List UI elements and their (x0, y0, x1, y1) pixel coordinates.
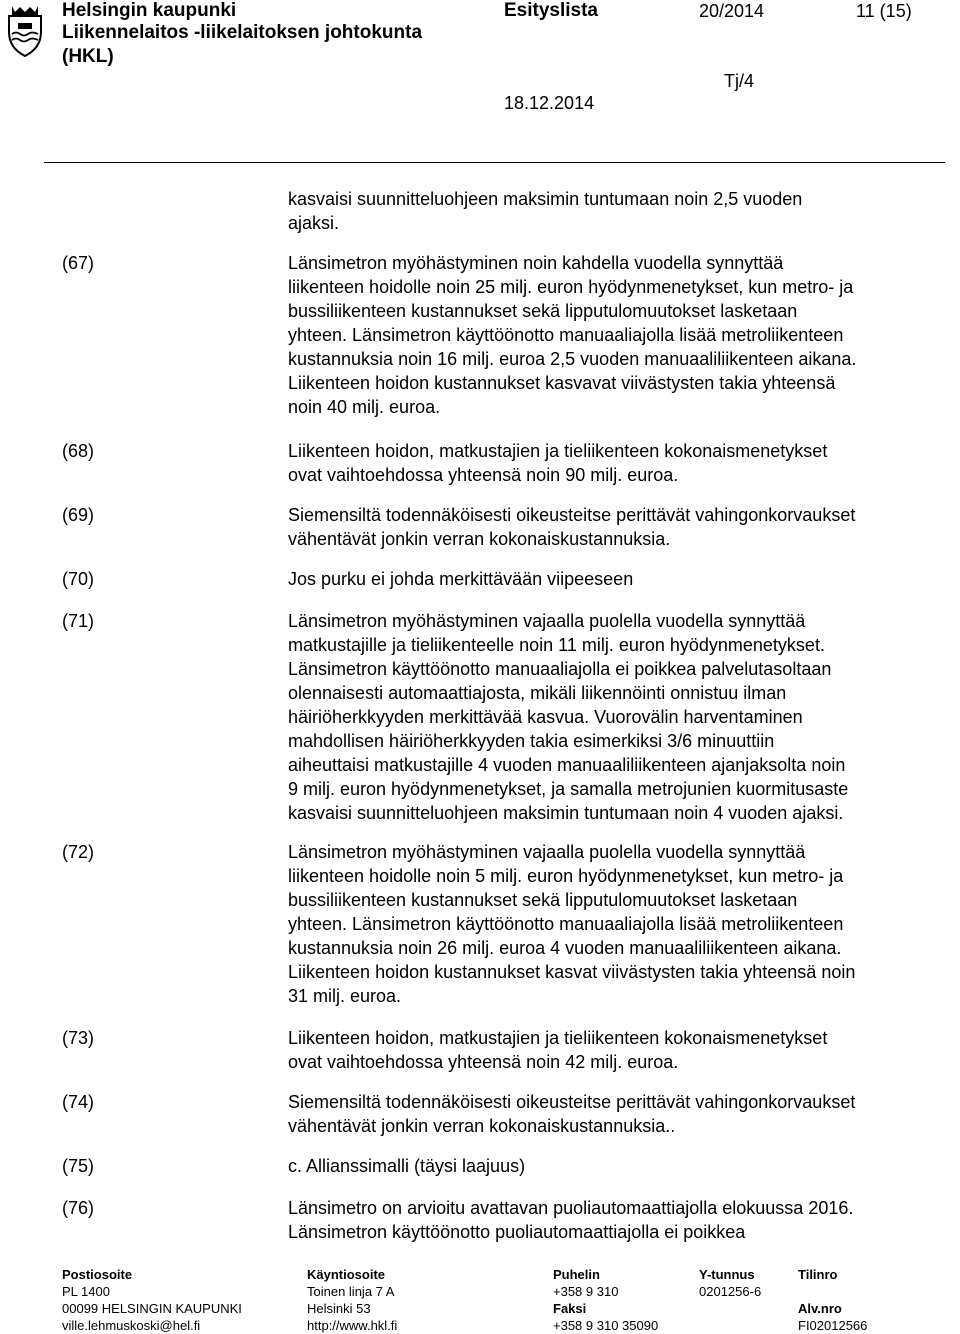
text-line: matkustajille ja tieliikenteelle noin 11 milj. euron hyödynmenetykset. (288, 635, 825, 655)
text-line: vähentävät jonkin verran kokonaiskustannuksia.. (288, 1116, 676, 1136)
text-line: liikenteen hoidolle noin 5 milj. euron hyödynmenetykset, kun metro- ja (288, 866, 844, 886)
business-id-label: Y-tunnus (699, 1267, 755, 1282)
page-number: 11 (15) (856, 1, 912, 21)
text-line: Jos purku ei johda merkittävään viipeeseen (288, 569, 634, 589)
postal-address-label: Postiosoite (62, 1267, 133, 1282)
text-line: Länsimetron käyttöönotto puoliautomaattiajolla ei poikkea (288, 1222, 746, 1242)
phone-number: +358 9 310 (553, 1284, 619, 1299)
text-line: kasvaisi suunnitteluohjeen maksimin tuntumaan noin 2,5 vuoden (288, 189, 803, 209)
text-line: c. Allianssimalli (täysi laajuus) (288, 1156, 526, 1176)
text-line: Siemensiltä todennäköisesti oikeusteitse perittävät vahingonkorvaukset (288, 1092, 856, 1112)
text-line: Länsimetron myöhästyminen vajaalla puolella vuodella synnyttää (288, 611, 806, 631)
text-line: ovat vaihtoehdossa yhteensä noin 42 milj. euroa. (288, 1052, 679, 1072)
text-line: kustannuksia noin 16 milj. euroa 2,5 vuoden manuaaliliikenteen aikana. (288, 349, 857, 369)
text-line: häiriöherkkyyden merkittävää kasvua. Vuorovälin harventaminen (288, 707, 803, 727)
paragraph-text (288, 1026, 952, 1074)
board-abbreviation: (HKL) (62, 46, 114, 67)
paragraph-text (288, 609, 952, 825)
paragraph-number: (75) (62, 1156, 95, 1176)
text-line: ovat vaihtoehdossa yhteensä noin 90 milj. euroa. (288, 465, 679, 485)
vat-number-label: Alv.nro (798, 1301, 842, 1316)
business-id: 0201256-6 (699, 1284, 762, 1299)
phone-label: Puhelin (553, 1267, 600, 1282)
text-line: vähentävät jonkin verran kokonaiskustannuksia. (288, 529, 671, 549)
paragraph-text (288, 567, 952, 591)
text-line: Liikenteen hoidon kustannukset kasvavat viivästysten takia yhteensä (288, 373, 836, 393)
text-line: Länsimetron myöhästyminen vajaalla puolella vuodella synnyttää (288, 842, 806, 862)
postal-city: 00099 HELSINGIN KAUPUNKI (62, 1301, 242, 1316)
text-line: Liikenteen hoidon kustannukset kasvat viivästysten takia yhteensä noin (288, 962, 856, 982)
paragraph-text (288, 251, 952, 419)
website-link[interactable]: http://www.hkl.fi (307, 1318, 398, 1333)
text-line: kasvaisi suunnitteluohjeen maksimin tuntumaan noin 4 vuoden ajaksi. (288, 803, 844, 823)
paragraph-text (288, 1196, 952, 1244)
meeting-date: 18.12.2014 (504, 93, 595, 113)
text-line: noin 40 milj. euroa. (288, 397, 441, 417)
text-line: 9 milj. euron hyödynmenetykset, ja samalla metrojunien kuormitusaste (288, 779, 849, 799)
text-line: 31 milj. euroa. (288, 986, 402, 1006)
text-line: Länsimetron käyttöönotto manuaaliajolla ei poikkea palvelutasoltaan (288, 659, 832, 679)
text-line: Siemensiltä todennäköisesti oikeusteitse perittävät vahingonkorvaukset (288, 505, 856, 525)
text-line: yhteen. Länsimetron käyttöönotto manuaaliajolla lisää metroliikenteen (288, 325, 844, 345)
visiting-street: Toinen linja 7 A (307, 1284, 395, 1299)
paragraph-text (288, 439, 952, 487)
header-divider (44, 162, 945, 163)
postal-box: PL 1400 (62, 1284, 110, 1299)
account-number-label: Tilinro (798, 1267, 838, 1282)
document-number: 20/2014 (699, 1, 765, 21)
fax-label: Faksi (553, 1301, 587, 1316)
text-line: bussiliikenteen kustannukset sekä lipputulomuutokset lasketaan (288, 890, 798, 910)
paragraph-number: (71) (62, 611, 95, 631)
org-name: Helsingin kaupunki (62, 0, 237, 21)
text-line: Liikenteen hoidon, matkustajien ja tieliikenteen kokonaismenetykset (288, 441, 828, 461)
paragraph-number: (69) (62, 505, 95, 525)
text-line: bussiliikenteen kustannukset sekä lipputulomuutokset lasketaan (288, 301, 798, 321)
paragraph-text (288, 1090, 952, 1138)
agenda-item-id: Tj/4 (724, 71, 755, 91)
paragraph-number: (74) (62, 1092, 95, 1112)
text-line: liikenteen hoidolle noin 25 milj. euron hyödynmenetykset, kun metro- ja (288, 277, 854, 297)
paragraph-number: (70) (62, 569, 95, 589)
paragraph-text (288, 1154, 952, 1178)
paragraph-number: (76) (62, 1198, 95, 1218)
text-line: olennaisesti automaattiajosta, mikäli liikennöinti onnistuu ilman (288, 683, 787, 703)
document-type: Esityslista (504, 0, 598, 21)
text-line: aiheuttaisi matkustajille 4 vuoden manuaaliliikenteen ajanjaksolta noin (288, 755, 846, 775)
paragraph-text (288, 503, 952, 551)
text-line: kustannuksia noin 26 milj. euroa 4 vuoden manuaaliliikenteen aikana. (288, 938, 842, 958)
fax-number: +358 9 310 35090 (553, 1318, 659, 1333)
visiting-city: Helsinki 53 (307, 1301, 371, 1316)
text-line: ajaksi. (288, 213, 340, 233)
vat-number: FI02012566 (798, 1318, 868, 1333)
paragraph-text (288, 840, 952, 1008)
board-name: Liikennelaitos -liikelaitoksen johtokunta (62, 22, 423, 43)
paragraph-number: (72) (62, 842, 95, 862)
paragraph-number: (68) (62, 441, 95, 461)
visiting-address-label: Käyntiosoite (307, 1267, 386, 1282)
email-link[interactable]: ville.lehmuskoski@hel.fi (62, 1318, 201, 1333)
text-line: yhteen. Länsimetron käyttöönotto manuaaliajolla lisää metroliikenteen (288, 914, 844, 934)
text-line: Länsimetron myöhästyminen noin kahdella vuodella synnyttää (288, 253, 784, 273)
helsinki-coat-of-arms-logo (2, 2, 48, 58)
text-line: Liikenteen hoidon, matkustajien ja tieliikenteen kokonaismenetykset (288, 1028, 828, 1048)
text-line: mahdollisen häiriöherkkyyden takia esimerkiksi 3/6 minuuttiin (288, 731, 775, 751)
paragraph-number: (67) (62, 253, 95, 273)
text-line: Länsimetro on arvioitu avattavan puoliautomaattiajolla elokuussa 2016. (288, 1198, 854, 1218)
paragraph-number: (73) (62, 1028, 95, 1048)
continuation-text (288, 187, 952, 235)
